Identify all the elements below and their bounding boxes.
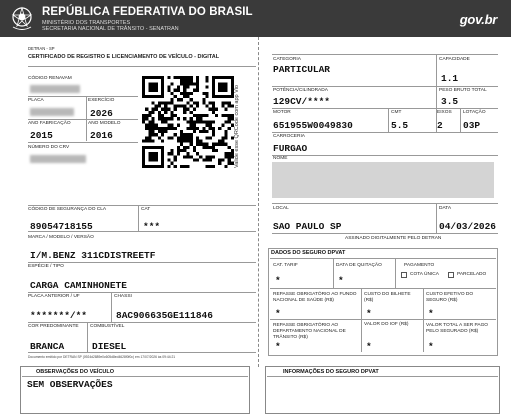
ano-fabricacao-label: ANO FABRICAÇÃO [28,121,71,126]
data-quitacao-value: * [338,275,344,286]
potencia-value: 129CV/**** [273,96,331,107]
carroceria-label: CARROCERIA [273,134,305,139]
valor-total-value: * [428,341,434,352]
carroceria-value: FURGAO [273,143,308,154]
custo-efetivo-label: CUSTO EFETIVO DO SEGURO (R$) [426,292,474,303]
exercicio-value: 2026 [90,108,113,119]
lotacao-label: LOTAÇÃO [463,110,486,115]
custo-efetivo-value: * [428,308,434,319]
potencia-label: POTÊNCIA/CILINDRADA [273,88,328,93]
renavam-redacted [30,85,80,93]
ano-modelo-value: 2016 [90,130,113,141]
crv-label: NÚMERO DO CRV [28,145,70,150]
data-quitacao-label: DATA DE QUITAÇÃO [336,263,382,268]
cat-tarif-value: * [275,275,281,286]
local-value: SAO PAULO SP [273,221,342,232]
crv-redacted [30,155,86,163]
ministry-label: MINISTÉRIO DOS TRANSPORTES [42,20,131,26]
cota-unica-checkbox[interactable] [401,272,407,278]
issuer-label: DETRAN - SP [28,46,55,51]
nome-label: NOME [273,156,288,161]
cat-value: *** [143,221,161,232]
cor-value: BRANCA [30,341,65,352]
info-seguro-title: INFORMAÇÕES DO SEGURO DPVAT [283,369,379,375]
brasil-crest-icon [8,4,36,32]
qr-caption: Valide esse QRCode com app Vio [234,85,240,168]
secretariat-label: SECRETARIA NACIONAL DE TRÂNSITO - SENATRAN [42,26,179,32]
cat-label: CAT [141,207,151,212]
chassi-label: CHASSI [114,294,132,299]
placa-anterior-value: *******/** [30,310,88,321]
cat-tarif-label: CAT. TARIF [273,263,298,268]
iof-value: * [366,341,372,352]
motor-value: 651955W0049830 [273,120,353,131]
data-value: 04/03/2026 [439,221,497,232]
eixos-label: EIXOS [437,110,452,115]
lotacao-value: 03P [463,120,481,131]
especie-label: ESPÉCIE / TIPO [28,264,64,269]
observacoes-title: OBSERVAÇÕES DO VEÍCULO [36,369,115,375]
republic-title: REPÚBLICA FEDERATIVA DO BRASIL [42,6,253,18]
placa-redacted [30,108,74,116]
capacidade-label: CAPACIDADE [439,57,470,62]
especie-value: CARGA CAMINHONETE [30,280,127,291]
cmt-label: CMT [391,110,402,115]
cor-label: COR PREDOMINANTE [28,324,79,329]
qr-code[interactable] [142,76,234,168]
marca-label: MARCA / MODELO / VERSÃO [28,235,94,240]
document-title: CERTIFICADO DE REGISTRO E LICENCIAMENTO DE VEÍCULO - DIGITAL [28,54,220,60]
capacidade-value: 1.1 [441,73,459,84]
marca-value: I/M.BENZ 311CDISTREETF [30,250,156,261]
exercicio-label: EXERCÍCIO [88,98,115,103]
peso-label: PESO BRUTO TOTAL [439,88,487,93]
repasse-fns-label: REPASSE OBRIGATÓRIO AO FUNDO NACIONAL DE SAÚDE (R$) [273,292,357,303]
signature-label: ASSINADO DIGITALMENTE PELO DETRAN [345,236,442,241]
repasse-dnt-value: * [275,341,281,352]
chassi-value: 8AC906635GE111846 [116,310,213,321]
header-bar [0,0,511,37]
dpvat-title: DADOS DO SEGURO DPVAT [271,250,346,256]
repasse-dnt-label: REPASSE OBRIGATÓRIO AO DEPARTAMENTO NACIONAL DE TRÂNSITO (R$) [273,323,346,340]
cota-unica-label: COTA ÚNICA [410,272,439,277]
local-label: LOCAL [273,206,289,211]
repasse-fns-value: * [275,308,281,319]
custo-bilhete-value: * [366,308,372,319]
cmt-value: 5.5 [391,120,409,131]
combustivel-label: COMBUSTÍVEL [90,324,125,329]
pagamento-label: PAGAMENTO [404,263,435,268]
cla-label: CÓDIGO DE SEGURANÇA DO CLA [28,207,107,212]
placa-anterior-label: PLACA ANTERIOR / UF [28,294,80,299]
valor-total-label: VALOR TOTAL A SER PAGO PELO SEGURADO (R$) [426,323,489,334]
custo-bilhete-label: CUSTO DO BILHETE (R$) [364,292,411,303]
ano-modelo-label: ANO MODELO [88,121,121,126]
fold-divider [258,37,259,367]
motor-label: MOTOR [273,110,291,115]
ano-fabricacao-value: 2015 [30,130,53,141]
combustivel-value: DIESEL [92,341,127,352]
placa-label: PLACA [28,98,44,103]
iof-label: VALOR DO IOF (R$) [364,322,409,327]
govbr-logo[interactable]: gov.br [459,12,497,27]
categoria-label: CATEGORIA [273,57,301,62]
document-code: Documento emitido por DETRAN SP (0924d2889e0c605d8ed4628f0f0c) em 17/07/2026 às 09:44:21 [28,355,176,359]
data-label: DATA [439,206,452,211]
observacoes-value: SEM OBSERVAÇÕES [27,379,113,390]
peso-value: 3.5 [441,96,459,107]
parcelado-checkbox[interactable] [448,272,454,278]
renavam-label: CÓDIGO RENAVAM [28,76,72,81]
nome-redacted [272,162,494,198]
parcelado-label: PARCELADO [457,272,487,277]
categoria-value: PARTICULAR [273,64,331,75]
cla-value: 89054718155 [30,221,93,232]
eixos-value: 2 [437,120,443,131]
